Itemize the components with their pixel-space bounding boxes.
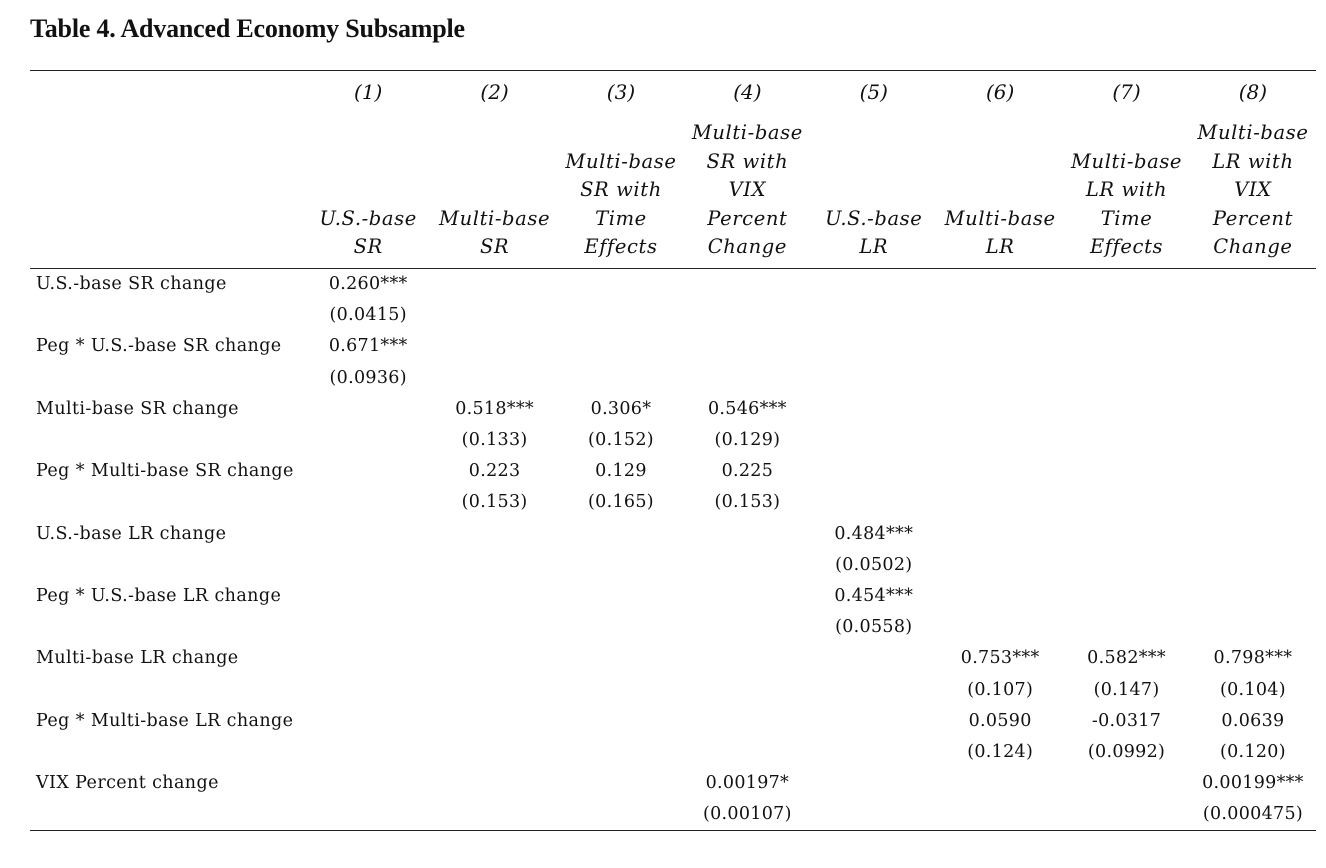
row-label: U.S.-base LR change: [36, 523, 227, 544]
row-label: [30, 674, 305, 705]
header-corner: [30, 113, 305, 268]
std-error-cell: [305, 424, 431, 455]
std-error-cell: [811, 362, 937, 393]
column-title: U.S.-base SR: [305, 113, 431, 268]
column-title: Multi-base LR with Time Effects: [1063, 113, 1189, 268]
std-error-cell: (0.120): [1220, 741, 1286, 762]
std-error-cell: (0.153): [714, 492, 781, 513]
std-error-cell: [811, 674, 937, 705]
std-error-cell: (0.124): [967, 741, 1034, 762]
row-label: Peg * U.S.-base SR change: [36, 336, 282, 357]
table-row-std-error: [30, 549, 1316, 580]
coefficient-cell: 0.129: [595, 461, 647, 482]
std-error-cell: (0.107): [967, 679, 1034, 700]
std-error-cell: [558, 736, 684, 767]
std-error-cell: [1190, 300, 1316, 331]
coefficient-cell: -0.0317: [1091, 710, 1162, 731]
std-error-cell: [811, 736, 937, 767]
std-error-cell: [1063, 300, 1189, 331]
std-error-cell: [305, 736, 431, 767]
coefficient-cell: 0.454***: [834, 585, 914, 606]
row-label: Multi-base LR change: [36, 648, 239, 669]
coefficient-cell: [684, 518, 810, 549]
row-label: Multi-base SR change: [36, 398, 239, 419]
coefficient-cell: 0.546***: [707, 398, 787, 419]
coefficient-cell: [937, 393, 1063, 424]
std-error-cell: [1063, 799, 1189, 831]
coefficient-cell: [431, 643, 557, 674]
std-error-cell: [431, 612, 557, 643]
coefficient-cell: [1190, 268, 1316, 300]
table-body: [30, 268, 1316, 830]
coefficient-cell: [558, 580, 684, 611]
row-label: U.S.-base SR change: [36, 274, 227, 295]
column-number: (4): [684, 71, 810, 114]
std-error-cell: [684, 736, 810, 767]
coefficient-cell: [1190, 580, 1316, 611]
coefficient-cell: [811, 456, 937, 487]
coefficient-cell: [1063, 768, 1189, 799]
table-row-coefficient: [30, 268, 1316, 300]
coefficient-cell: [1190, 331, 1316, 362]
row-label: [30, 424, 305, 455]
column-title: Multi-base SR: [431, 113, 557, 268]
regression-table: [30, 70, 1316, 831]
std-error-cell: [684, 612, 810, 643]
coefficient-cell: [811, 268, 937, 300]
table-row-coefficient: [30, 643, 1316, 674]
coefficient-cell: 0.582***: [1087, 648, 1166, 669]
header-corner: [30, 71, 305, 114]
column-number: (1): [305, 71, 431, 114]
std-error-cell: (0.133): [461, 430, 528, 451]
row-label: Peg * Multi-base SR change: [36, 461, 294, 482]
std-error-cell: [431, 736, 557, 767]
std-error-cell: [1190, 362, 1316, 393]
coefficient-cell: [811, 768, 937, 799]
coefficient-cell: [431, 768, 557, 799]
coefficient-cell: [684, 580, 810, 611]
coefficient-cell: [684, 705, 810, 736]
std-error-cell: [684, 674, 810, 705]
table-row-std-error: [30, 736, 1316, 767]
coefficient-cell: [1063, 393, 1189, 424]
table-row-coefficient: [30, 705, 1316, 736]
std-error-cell: [558, 612, 684, 643]
row-label: Peg * U.S.-base LR change: [36, 585, 282, 606]
table-row-std-error: [30, 674, 1316, 705]
std-error-cell: (0.000475): [1190, 799, 1316, 831]
std-error-cell: [811, 300, 937, 331]
std-error-cell: [937, 549, 1063, 580]
column-number: (5): [811, 71, 937, 114]
column-number-row: [30, 71, 1316, 114]
table-row-std-error: [30, 612, 1316, 643]
coefficient-cell: [1063, 268, 1189, 300]
std-error-cell: [558, 549, 684, 580]
column-number: (2): [431, 71, 557, 114]
std-error-cell: [558, 362, 684, 393]
coefficient-cell: [811, 643, 937, 674]
coefficient-cell: [1063, 456, 1189, 487]
coefficient-cell: [558, 331, 684, 362]
std-error-cell: [431, 799, 557, 831]
coefficient-cell: 0.798***: [1213, 648, 1293, 669]
std-error-cell: [431, 300, 557, 331]
std-error-cell: (0.0415): [329, 305, 407, 326]
std-error-cell: [684, 362, 810, 393]
coefficient-cell: [558, 768, 684, 799]
std-error-cell: [1063, 549, 1189, 580]
coefficient-cell: 0.00197*: [705, 773, 790, 794]
coefficient-cell: [558, 268, 684, 300]
std-error-cell: [684, 549, 810, 580]
coefficient-cell: [937, 331, 1063, 362]
coefficient-cell: [811, 331, 937, 362]
coefficient-cell: [684, 331, 810, 362]
coefficient-cell: 0.753***: [960, 648, 1040, 669]
coefficient-cell: [431, 580, 557, 611]
column-title-row: [30, 113, 1316, 268]
std-error-cell: (0.152): [588, 430, 654, 451]
coefficient-cell: 0.0590: [968, 710, 1032, 731]
std-error-cell: [558, 674, 684, 705]
column-title: Multi-base SR with VIX Percent Change: [684, 113, 810, 268]
row-label: [30, 799, 305, 831]
coefficient-cell: 0.518***: [455, 398, 534, 419]
coefficient-cell: [684, 643, 810, 674]
coefficient-cell: 0.671***: [328, 336, 408, 357]
std-error-cell: [937, 424, 1063, 455]
std-error-cell: [558, 300, 684, 331]
std-error-cell: [305, 799, 431, 831]
coefficient-cell: [558, 518, 684, 549]
std-error-cell: [305, 549, 431, 580]
column-number: (8): [1190, 71, 1316, 114]
coefficient-cell: [305, 456, 431, 487]
std-error-cell: [431, 549, 557, 580]
std-error-cell: [811, 424, 937, 455]
column-title: Multi-base SR with Time Effects: [558, 113, 684, 268]
std-error-cell: (0.0992): [1087, 741, 1166, 762]
column-title: Multi-base LR with VIX Percent Change: [1190, 113, 1316, 268]
coefficient-cell: [1190, 518, 1316, 549]
std-error-cell: [1063, 424, 1189, 455]
std-error-cell: [1190, 612, 1316, 643]
coefficient-cell: [431, 268, 557, 300]
coefficient-cell: 0.0639: [1221, 710, 1285, 731]
coefficient-cell: [811, 393, 937, 424]
std-error-cell: (0.104): [1220, 679, 1286, 700]
row-label: [30, 612, 305, 643]
std-error-cell: (0.129): [714, 430, 781, 451]
coefficient-cell: [305, 643, 431, 674]
coefficient-cell: 0.225: [721, 461, 774, 482]
std-error-cell: (0.0558): [835, 617, 913, 638]
coefficient-cell: [1063, 518, 1189, 549]
std-error-cell: [1063, 487, 1189, 518]
coefficient-cell: [558, 705, 684, 736]
std-error-cell: [305, 612, 431, 643]
std-error-cell: [937, 612, 1063, 643]
std-error-cell: [1190, 424, 1316, 455]
table-row-std-error: [30, 799, 1316, 831]
std-error-cell: (0.165): [588, 492, 654, 513]
std-error-cell: (0.0502): [835, 554, 913, 575]
std-error-cell: (0.153): [461, 492, 528, 513]
column-title: Multi-base LR: [937, 113, 1063, 268]
std-error-cell: [937, 799, 1063, 831]
table-row-coefficient: [30, 518, 1316, 549]
std-error-cell: [431, 674, 557, 705]
std-error-cell: [305, 674, 431, 705]
std-error-cell: [811, 799, 937, 831]
coefficient-cell: [431, 705, 557, 736]
coefficient-cell: 0.260***: [328, 274, 408, 295]
std-error-cell: [1063, 362, 1189, 393]
std-error-cell: [811, 487, 937, 518]
std-error-cell: [558, 799, 684, 831]
coefficient-cell: [1063, 580, 1189, 611]
coefficient-cell: 0.484***: [834, 523, 914, 544]
coefficient-cell: [937, 768, 1063, 799]
std-error-cell: [1063, 612, 1189, 643]
row-label: [30, 736, 305, 767]
coefficient-cell: [684, 268, 810, 300]
std-error-cell: (0.147): [1093, 679, 1160, 700]
coefficient-cell: [305, 518, 431, 549]
table-row-coefficient: [30, 393, 1316, 424]
table-row-coefficient: [30, 768, 1316, 799]
column-title: U.S.-base LR: [811, 113, 937, 268]
table-row-std-error: [30, 300, 1316, 331]
row-label: Peg * Multi-base LR change: [36, 710, 294, 731]
coefficient-cell: [1190, 456, 1316, 487]
coefficient-cell: [811, 705, 937, 736]
std-error-cell: [305, 487, 431, 518]
coefficient-cell: [431, 331, 557, 362]
coefficient-cell: [305, 705, 431, 736]
coefficient-cell: [1063, 331, 1189, 362]
row-label: [30, 487, 305, 518]
coefficient-cell: [937, 456, 1063, 487]
std-error-cell: [1190, 487, 1316, 518]
std-error-cell: [937, 362, 1063, 393]
column-number: (6): [937, 71, 1063, 114]
coefficient-cell: [1190, 393, 1316, 424]
table-row-coefficient: [30, 580, 1316, 611]
column-number: (3): [558, 71, 684, 114]
coefficient-cell: [937, 518, 1063, 549]
coefficient-cell: 0.00199***: [1202, 773, 1304, 794]
coefficient-cell: [305, 580, 431, 611]
table-title: Table 4. Advanced Economy Subsample: [30, 14, 465, 43]
coefficient-cell: [558, 643, 684, 674]
row-label: VIX Percent change: [36, 773, 219, 794]
std-error-cell: [937, 300, 1063, 331]
std-error-cell: [937, 487, 1063, 518]
table-row-coefficient: [30, 456, 1316, 487]
column-number: (7): [1063, 71, 1189, 114]
table-row-std-error: [30, 487, 1316, 518]
row-label: [30, 362, 305, 393]
std-error-cell: [1190, 549, 1316, 580]
row-label: [30, 300, 305, 331]
coefficient-cell: [937, 268, 1063, 300]
std-error-cell: (0.0936): [329, 367, 407, 388]
row-label: [30, 549, 305, 580]
coefficient-cell: [305, 393, 431, 424]
coefficient-cell: [431, 518, 557, 549]
std-error-cell: [431, 362, 557, 393]
coefficient-cell: [305, 768, 431, 799]
table-row-coefficient: [30, 331, 1316, 362]
std-error-cell: (0.00107): [684, 799, 810, 831]
coefficient-cell: 0.223: [468, 461, 521, 482]
std-error-cell: [684, 300, 810, 331]
coefficient-cell: 0.306*: [590, 398, 652, 419]
table-row-std-error: [30, 424, 1316, 455]
table-row-std-error: [30, 362, 1316, 393]
coefficient-cell: [937, 580, 1063, 611]
